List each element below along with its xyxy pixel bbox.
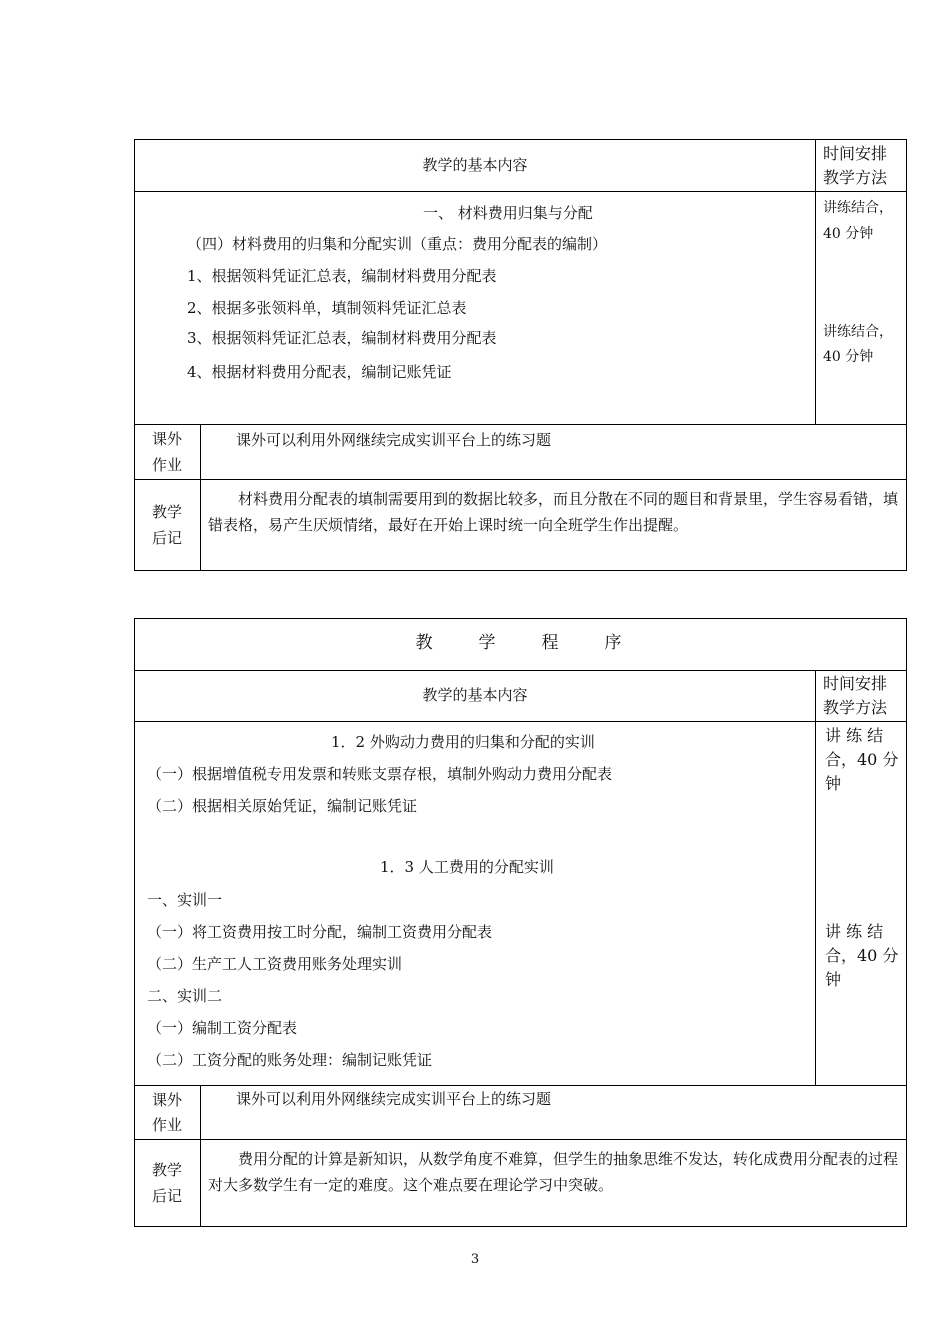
table2-reflection-label-1: 教学 <box>152 1161 183 1179</box>
table2-section2-line-1: 一、实训一 <box>147 891 223 909</box>
table1-header-row <box>135 140 906 192</box>
table2-header-time-line2: 教学方法 <box>823 698 888 717</box>
table1-time-note-1a: 讲练结合， <box>823 200 893 216</box>
table1-reflection-label-2: 后记 <box>152 529 183 547</box>
table2-reflection-text: 费用分配的计算是新知识，从数学角度不难算，但学生的抽象思维不发达，转化成费用分配表的过程对大多数学生有一定的难度。这个难点要在理论学习中突破。 <box>208 1150 899 1194</box>
table2-time-note-2b: 合，40 分 <box>825 946 899 965</box>
table2-time-note-1c: 钟 <box>825 774 842 793</box>
table1-reflection-row <box>135 480 906 570</box>
table2-procedure-row <box>135 619 906 671</box>
table2-section2-line-5: （一）编制工资分配表 <box>147 1019 298 1037</box>
table1-header-time-line2: 教学方法 <box>823 168 888 187</box>
table2-section1-item-2: （二）根据相关原始凭证，编制记账凭证 <box>147 797 418 815</box>
table2-reflection-row <box>135 1140 906 1226</box>
table1-reflection-text: 材料费用分配表的填制需要用到的数据比较多，而且分散在不同的题目和背景里，学生容易看错，填错表格，易产生厌烦情绪，最好在开始上课时统一向全班学生作出提醒。 <box>208 490 899 534</box>
table1-homework-label-2: 作业 <box>152 456 183 474</box>
table2-homework-label-1: 课外 <box>152 1091 183 1109</box>
table1-header-time-line1: 时间安排 <box>823 144 888 163</box>
table2-time-note-2c: 钟 <box>825 970 842 989</box>
table2-header-time-line1: 时间安排 <box>823 674 888 693</box>
table2-time-note-1b: 合，40 分 <box>825 750 899 769</box>
table2-time-note-2a: 讲 练 结 <box>825 922 884 941</box>
table2-section2-line-4: 二、实训二 <box>147 987 223 1005</box>
table1-header-content: 教学的基本内容 <box>422 156 528 174</box>
table2-homework-row <box>135 1086 906 1140</box>
table2-section1-title: 1．2 外购动力费用的归集和分配的实训 <box>331 733 595 751</box>
table2-procedure-title: 教 学 程 序 <box>415 633 626 653</box>
table2-time-note-1a: 讲 练 结 <box>825 726 884 745</box>
table1-item-4: 4、根据材料费用分配表，编制记账凭证 <box>187 363 452 381</box>
table2-section1-item-1: （一）根据增值税专用发票和转账支票存根，填制外购动力费用分配表 <box>147 765 613 783</box>
table1-time-note-1b: 40 分钟 <box>823 226 874 242</box>
table1-reflection-label-1: 教学 <box>152 503 183 521</box>
table1-content-row <box>135 192 906 425</box>
table2-section2-line-2: （一）将工资费用按工时分配，编制工资费用分配表 <box>147 923 493 941</box>
lesson-table-2 <box>134 618 907 1227</box>
table1-item-1: 1、根据领料凭证汇总表，编制材料费用分配表 <box>187 267 497 285</box>
table2-section2-line-6: （二）工资分配的账务处理：编制记账凭证 <box>147 1051 433 1069</box>
table1-subtitle: （四）材料费用的归集和分配实训（重点：费用分配表的编制） <box>187 235 608 253</box>
table2-reflection-label-2: 后记 <box>152 1187 183 1205</box>
table2-section2-title: 1．3 人工费用的分配实训 <box>380 858 554 876</box>
table2-homework-label-2: 作业 <box>152 1116 183 1134</box>
table1-homework-row <box>135 425 906 480</box>
table1-item-3: 3、根据领料凭证汇总表，编制材料费用分配表 <box>187 329 497 347</box>
table1-homework-text: 课外可以利用外网继续完成实训平台上的练习题 <box>236 431 552 449</box>
table2-content-row <box>135 722 906 1086</box>
table2-section2-line-3: （二）生产工人工资费用账务处理实训 <box>147 955 403 973</box>
table1-homework-label-1: 课外 <box>152 430 183 448</box>
page-number: 3 <box>470 1252 480 1267</box>
table2-header-row <box>135 671 906 722</box>
table2-header-content: 教学的基本内容 <box>422 686 528 704</box>
table2-homework-text: 课外可以利用外网继续完成实训平台上的练习题 <box>236 1090 552 1108</box>
table1-time-note-2a: 讲练结合， <box>823 324 893 340</box>
table1-time-note-2b: 40 分钟 <box>823 349 874 365</box>
table1-section-title: 一、 材料费用归集与分配 <box>423 204 593 222</box>
lesson-table-1 <box>134 139 907 571</box>
table1-item-2: 2、根据多张领料单，填制领料凭证汇总表 <box>187 299 467 317</box>
